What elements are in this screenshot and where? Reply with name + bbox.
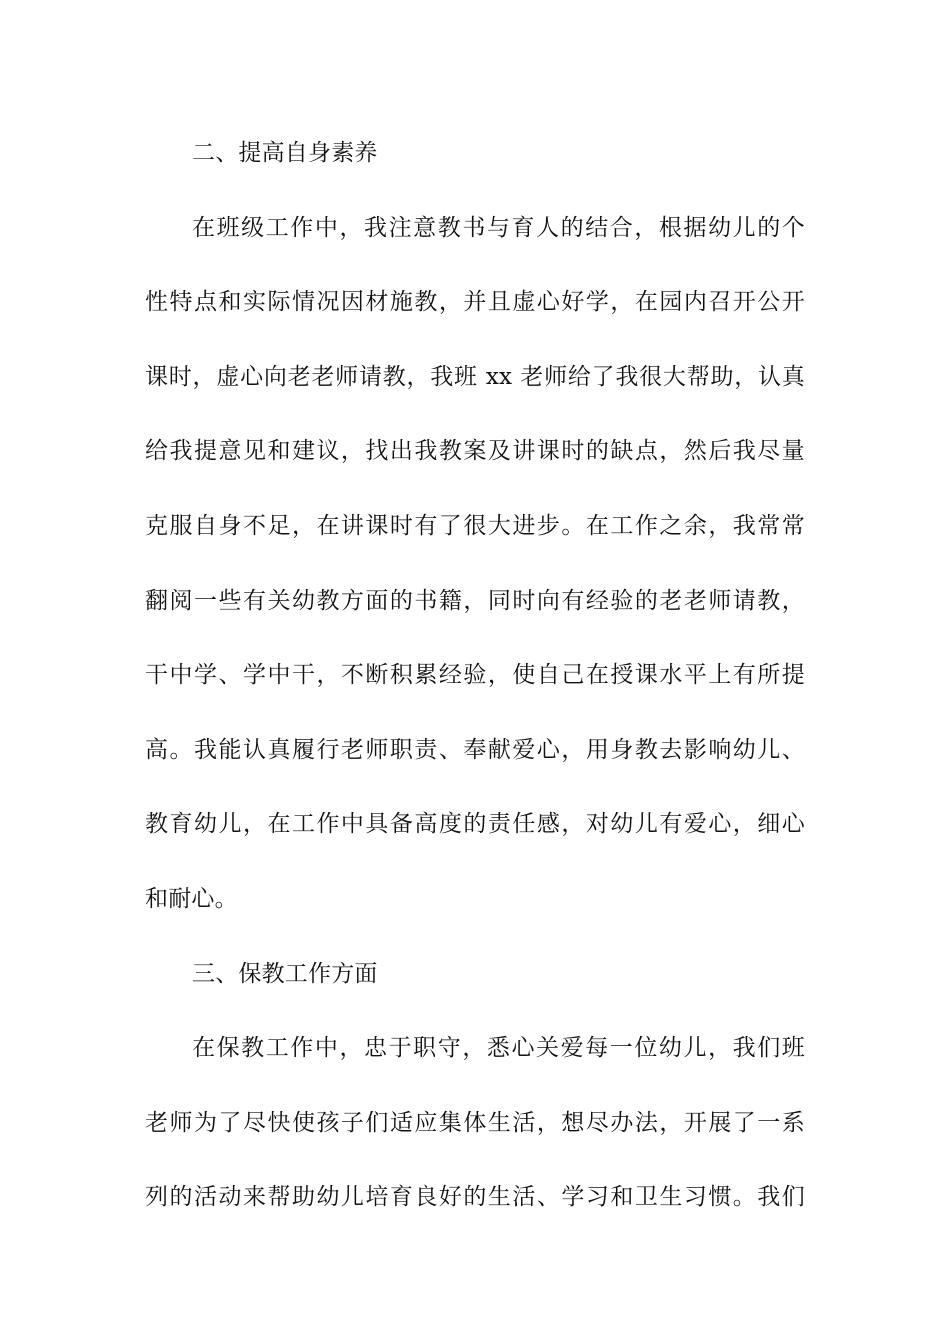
paragraph-line: 列的活动来帮助幼儿培育良好的生活、学习和卫生习惯。我们 (145, 1184, 805, 1211)
paragraph-line: 翻阅一些有关幼教方面的书籍，同时向有经验的老老师请教， (145, 587, 805, 614)
paragraph-line: 教育幼儿，在工作中具备高度的责任感，对幼儿有爱心，细心 (145, 811, 805, 838)
paragraph-line: 性特点和实际情况因材施教，并且虚心好学，在园内召开公开 (145, 289, 805, 316)
paragraph-line: 高。我能认真履行老师职责、奉献爱心，用身教去影响幼儿、 (145, 736, 805, 763)
paragraph-line: 老师为了尽快使孩子们适应集体生活，想尽办法，开展了一系 (145, 1109, 805, 1136)
paragraph-line: 和耐心。 (145, 885, 238, 912)
section-heading-3: 三、保教工作方面 (192, 960, 378, 987)
paragraph-line: 课时，虚心向老老师请教，我班 xx 老师给了我很大帮助，认真 (145, 363, 805, 390)
paragraph-line: 在班级工作中，我注意教书与育人的结合，根据幼儿的个 (192, 214, 805, 241)
paragraph-line: 干中学、学中干，不断积累经验，使自己在授课水平上有所提 (145, 662, 805, 689)
paragraph-line: 在保教工作中，忠于职守，悉心关爱每一位幼儿，我们班 (192, 1035, 805, 1062)
section-heading-2: 二、提高自身素养 (192, 140, 378, 166)
paragraph-line: 克服自身不足，在讲课时有了很大进步。在工作之余，我常常 (145, 512, 805, 539)
document-body (145, 133, 805, 1252)
paragraph-line: 给我提意见和建议，找出我教案及讲课时的缺点，然后我尽量 (145, 438, 805, 465)
